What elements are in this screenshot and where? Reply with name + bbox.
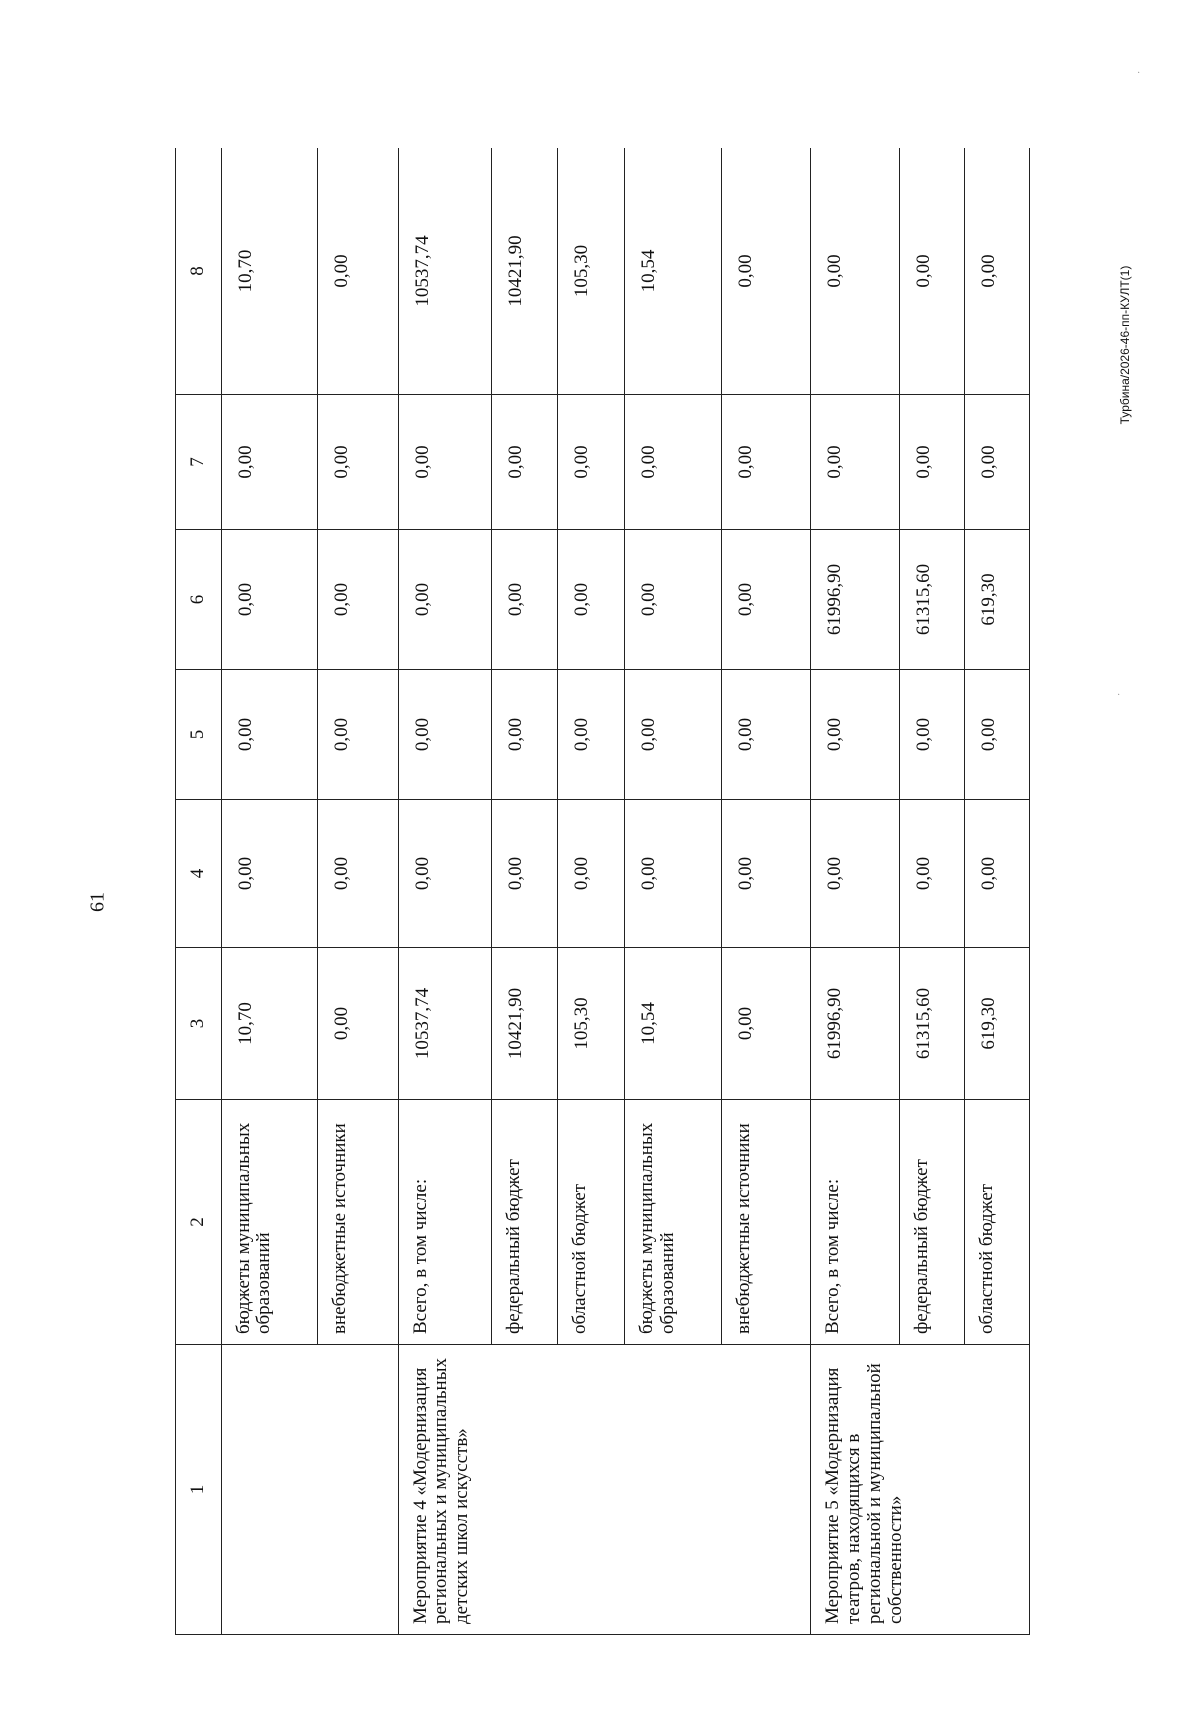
value-cell: 0,00 [900,800,965,948]
value-cell: 0,00 [491,530,558,670]
value-cell: 0,00 [900,395,965,530]
value-cell: 0,00 [558,530,625,670]
value-cell: 0,00 [558,395,625,530]
table-row [221,148,317,1635]
value-cell: 0,00 [722,670,811,800]
table-header-row [176,148,222,1635]
value-cell: 0,00 [558,670,625,800]
value-cell: 0,00 [491,800,558,948]
value-cell: 61315,60 [900,530,965,670]
value-cell: 619,30 [965,948,1030,1100]
value-cell: 0,00 [317,670,398,800]
scan-speck: · [1117,690,1121,701]
value-cell: 0,00 [558,800,625,948]
funding-source-cell: бюджеты муниципальных образований [221,1100,317,1345]
value-cell: 0,00 [722,148,811,395]
value-cell: 0,00 [965,148,1030,395]
table-row [811,148,900,1635]
funding-source-cell: бюджеты муниципальных образований [625,1100,722,1345]
value-cell: 61996,90 [811,530,900,670]
value-cell: 0,00 [811,395,900,530]
value-cell: 0,00 [722,948,811,1100]
activity-name-cell: Мероприятие 4 «Модернизация региональных и муниципальных детских школ искусств» [398,1345,811,1635]
funding-source-cell: федеральный бюджет [491,1100,558,1345]
funding-source-cell: внебюджетные источники [317,1100,398,1345]
value-cell: 10421,90 [491,148,558,395]
funding-source-cell: внебюджетные источники [722,1100,811,1345]
value-cell: 0,00 [221,395,317,530]
value-cell: 10,54 [625,948,722,1100]
funding-source-cell: Всего, в том числе: [811,1100,900,1345]
column-number-5: 5 [176,670,222,800]
document-code: Турбина/2026-46-пп-КУЛТ(1) [1118,265,1132,425]
funding-source-cell: Всего, в том числе: [398,1100,491,1345]
value-cell: 0,00 [625,395,722,530]
value-cell: 10421,90 [491,948,558,1100]
value-cell: 10,70 [221,148,317,395]
column-number-4: 4 [176,800,222,948]
value-cell: 61996,90 [811,948,900,1100]
value-cell: 0,00 [221,800,317,948]
value-cell: 10537,74 [398,148,491,395]
value-cell: 0,00 [398,800,491,948]
value-cell: 105,30 [558,148,625,395]
value-cell: 0,00 [398,530,491,670]
budget-table [175,148,1030,1635]
value-cell: 0,00 [811,148,900,395]
funding-source-cell: федеральный бюджет [900,1100,965,1345]
value-cell: 0,00 [625,530,722,670]
value-cell: 0,00 [722,395,811,530]
value-cell: 0,00 [811,800,900,948]
value-cell: 0,00 [398,670,491,800]
funding-source-cell: областной бюджет [558,1100,625,1345]
value-cell: 619,30 [965,530,1030,670]
value-cell: 0,00 [965,800,1030,948]
column-number-1: 1 [176,1345,222,1635]
value-cell: 105,30 [558,948,625,1100]
value-cell: 0,00 [398,395,491,530]
value-cell: 0,00 [317,148,398,395]
table-row [398,148,491,1635]
value-cell: 0,00 [317,530,398,670]
value-cell: 0,00 [221,530,317,670]
value-cell: 0,00 [900,670,965,800]
value-cell: 0,00 [317,395,398,530]
value-cell: 0,00 [625,800,722,948]
activity-name-cell: Мероприятие 5 «Модернизация театров, находящихся в региональной и муниципальной собственности» [811,1345,1030,1635]
budget-table-rotator [175,148,1030,1635]
column-number-8: 8 [176,148,222,395]
value-cell: 0,00 [900,148,965,395]
value-cell: 10,70 [221,948,317,1100]
column-number-2: 2 [176,1100,222,1345]
value-cell: 0,00 [722,530,811,670]
value-cell: 0,00 [965,395,1030,530]
table-body [176,148,1030,1635]
page-number: 61 [86,892,109,912]
value-cell: 0,00 [317,948,398,1100]
value-cell: 0,00 [317,800,398,948]
value-cell: 0,00 [625,670,722,800]
activity-name-cell [221,1345,398,1635]
value-cell: 61315,60 [900,948,965,1100]
value-cell: 0,00 [491,670,558,800]
value-cell: 0,00 [722,800,811,948]
column-number-3: 3 [176,948,222,1100]
value-cell: 0,00 [965,670,1030,800]
funding-source-cell: областной бюджет [965,1100,1030,1345]
column-number-6: 6 [176,530,222,670]
scan-speck: · [1137,68,1141,79]
value-cell: 0,00 [491,395,558,530]
value-cell: 10537,74 [398,948,491,1100]
budget-table-rotated [175,148,1030,1635]
column-number-7: 7 [176,395,222,530]
value-cell: 10,54 [625,148,722,395]
value-cell: 0,00 [811,670,900,800]
value-cell: 0,00 [221,670,317,800]
